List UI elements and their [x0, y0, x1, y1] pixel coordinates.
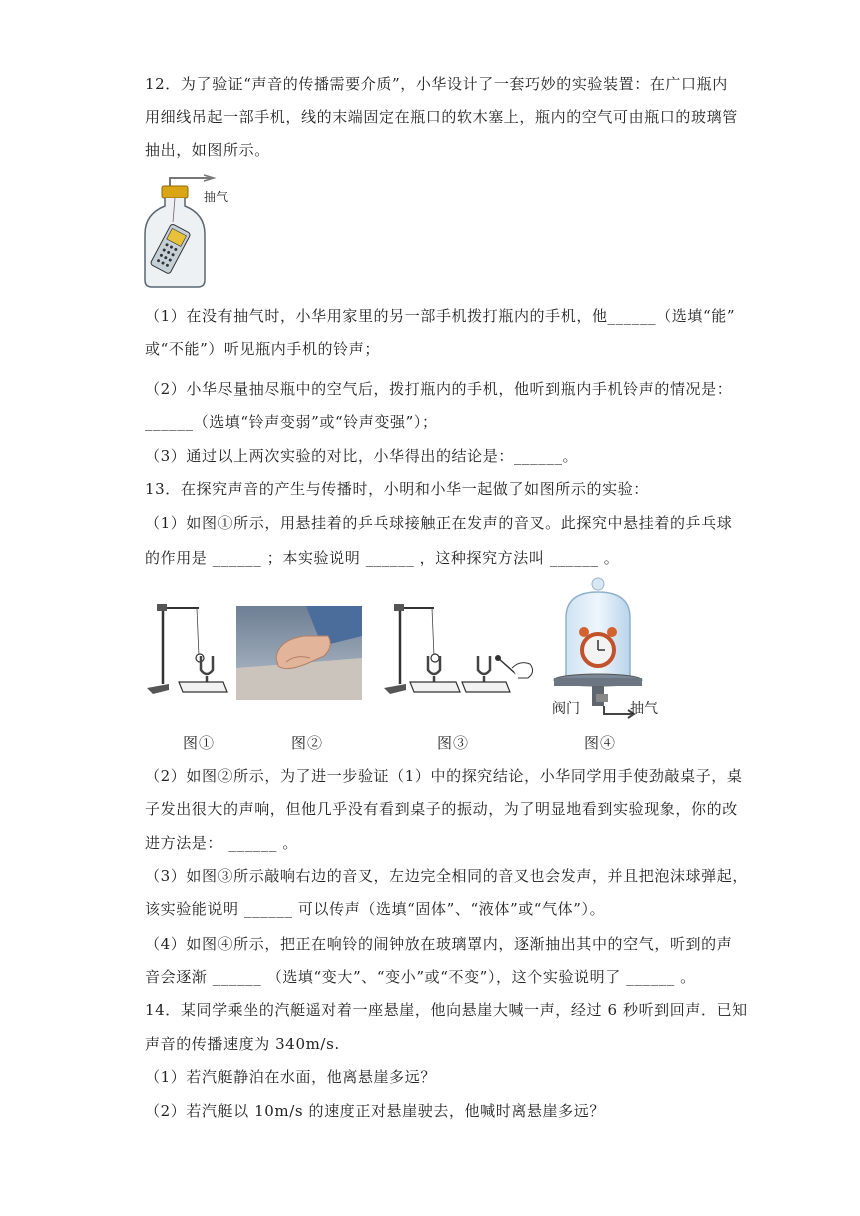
pump-out-label: 抽气 — [630, 701, 658, 717]
figure-4-caption: 图④ — [584, 734, 617, 752]
bottle-phone-figure — [140, 172, 240, 290]
figure-3-caption: 图③ — [437, 734, 470, 752]
q14-line-1: 14．某同学乘坐的汽艇遥对着一座悬崖，他向悬崖大喊一声，经过 6 秒听到回声．已知 — [145, 1001, 748, 1019]
q13-line-2: （1）如图①所示，用悬挂着的乒乓球接触正在发声的音叉。此探究中悬挂着的乒乓球 — [145, 514, 733, 532]
figure-4-bell-jar-alarm-clock — [548, 574, 672, 720]
q13-sub-3-cont: 该实验能说明 ______ 可以传声（选填“固体”、“液体”或“气体”）。 — [145, 900, 606, 918]
q12-line-2: 用细线吊起一部手机，线的末端固定在瓶口的软木塞上，瓶内的空气可由瓶口的玻璃管 — [145, 108, 738, 126]
q13-sub-2-cont-2: 进方法是： ______ 。 — [145, 834, 298, 852]
q12-sub-1: （1）在没有抽气时，小华用家里的另一部手机拨打瓶内的手机，他______（选填“能” — [145, 307, 736, 325]
figure-2-caption: 图② — [291, 734, 324, 752]
q13-sub-3: （3）如图③所示敲响右边的音叉，左边完全相同的音叉也会发声，并且把泡沫球弹起， — [145, 867, 748, 885]
q12-sub-3: （3）通过以上两次实验的对比，小华得出的结论是：______。 — [145, 447, 579, 465]
q13-sub-4: （4）如图④所示，把正在响铃的闹钟放在玻璃罩内，逐渐抽出其中的空气，听到的声 — [145, 935, 733, 953]
q12-sub-2: （2）小华尽量抽尽瓶中的空气后，拨打瓶内的手机，他听到瓶内手机铃声的情况是： — [145, 380, 733, 398]
q13-sub-2-cont-1: 子发出很大的声响，但他几乎没有看到桌子的振动，为了明显地看到实验现象，你的改 — [145, 800, 738, 818]
q12-line-1: 12．为了验证“声音的传播需要介质”，小华设计了一套巧妙的实验装置：在广口瓶内 — [145, 75, 728, 93]
q13-line-3: 的作用是 ______ ；本实验说明 ______ ，这种探究方法叫 ______ 。 — [145, 549, 620, 567]
figure-2-hand-knocking-table-photo — [236, 606, 362, 700]
figure-1-tuning-fork-pendulum — [143, 598, 229, 700]
valve-label: 阀门 — [552, 701, 580, 717]
pump-label: 抽气 — [204, 190, 229, 204]
q13-line-1: 13．在探究声音的产生与传播时，小明和小华一起做了如图所示的实验： — [145, 480, 649, 498]
figure-1-caption: 图① — [183, 734, 216, 752]
figure-3-two-tuning-forks — [380, 598, 540, 700]
q14-sub-2: （2）若汽艇以 10m/s 的速度正对悬崖驶去，他喊时离悬崖多远？ — [145, 1102, 605, 1120]
q12-line-3: 抽出，如图所示。 — [145, 141, 270, 159]
q14-sub-1: （1）若汽艇静泊在水面，他离悬崖多远？ — [145, 1068, 436, 1086]
q12-sub-2-cont: ______（选填“铃声变弱”或“铃声变强”）； — [145, 413, 438, 431]
q12-sub-1-cont: 或“不能”）听见瓶内手机的铃声； — [145, 340, 380, 358]
q13-sub-2: （2）如图②所示，为了进一步验证（1）中的探究结论，小华同学用手使劲敲桌子，桌 — [145, 767, 743, 785]
q14-line-2: 声音的传播速度为 340m/s. — [145, 1035, 340, 1053]
q13-sub-4-cont: 音会逐渐 ______ （选填“变大”、“变小”或“不变”），这个实验说明了 ______ 。 — [145, 968, 696, 986]
